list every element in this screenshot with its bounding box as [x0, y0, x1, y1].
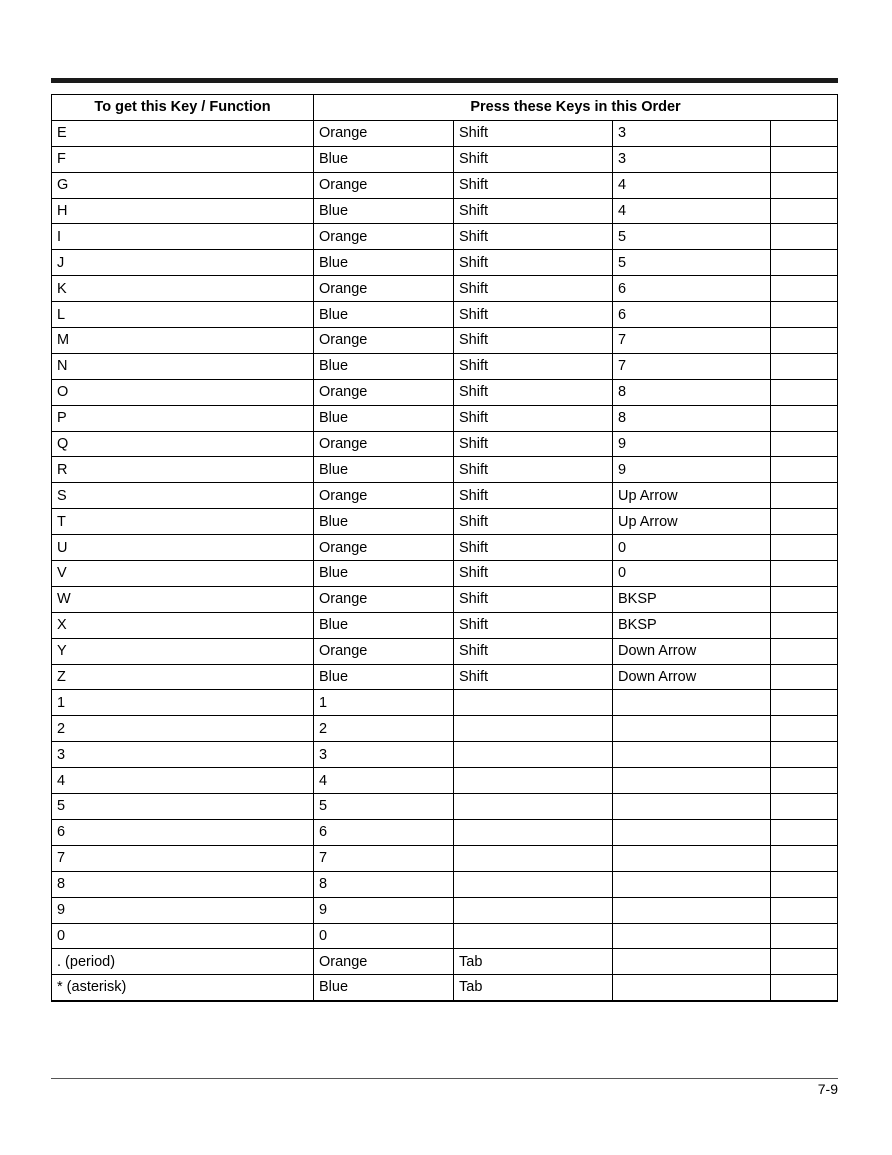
cell-key-4 — [771, 509, 838, 535]
cell-key-4 — [771, 457, 838, 483]
cell-key-4 — [771, 561, 838, 587]
cell-key-3: 6 — [613, 302, 771, 328]
cell-key-1: 5 — [314, 794, 454, 820]
cell-key-function: S — [52, 483, 314, 509]
table-row — [52, 949, 838, 975]
cell-key-2: Shift — [454, 120, 613, 146]
cell-key-4 — [771, 949, 838, 975]
cell-key-2: Shift — [454, 328, 613, 354]
cell-key-4 — [771, 664, 838, 690]
cell-key-function: 9 — [52, 897, 314, 923]
cell-key-function: Q — [52, 431, 314, 457]
table-row — [52, 819, 838, 845]
table-row — [52, 379, 838, 405]
cell-key-3: 7 — [613, 353, 771, 379]
cell-key-4 — [771, 586, 838, 612]
cell-key-function: 6 — [52, 819, 314, 845]
cell-key-4 — [771, 975, 838, 1001]
cell-key-2: Shift — [454, 302, 613, 328]
cell-key-1: Blue — [314, 302, 454, 328]
table-row — [52, 198, 838, 224]
cell-key-3: 8 — [613, 379, 771, 405]
cell-key-3 — [613, 819, 771, 845]
cell-key-3: 7 — [613, 328, 771, 354]
cell-key-2: Shift — [454, 379, 613, 405]
cell-key-function: Z — [52, 664, 314, 690]
cell-key-function: 7 — [52, 845, 314, 871]
cell-key-2: Shift — [454, 353, 613, 379]
table-row — [52, 690, 838, 716]
cell-key-2: Shift — [454, 638, 613, 664]
cell-key-1: 9 — [314, 897, 454, 923]
table-row — [52, 172, 838, 198]
cell-key-4 — [771, 690, 838, 716]
cell-key-1: Blue — [314, 612, 454, 638]
cell-key-2: Tab — [454, 975, 613, 1001]
cell-key-2: Shift — [454, 146, 613, 172]
cell-key-2: Shift — [454, 509, 613, 535]
table-row — [52, 535, 838, 561]
cell-key-1: Blue — [314, 509, 454, 535]
cell-key-3: Up Arrow — [613, 509, 771, 535]
cell-key-4 — [771, 897, 838, 923]
cell-key-1: 7 — [314, 845, 454, 871]
cell-key-1: Orange — [314, 379, 454, 405]
cell-key-1: 2 — [314, 716, 454, 742]
table-row — [52, 845, 838, 871]
cell-key-3: 0 — [613, 561, 771, 587]
cell-key-3: 3 — [613, 146, 771, 172]
cell-key-3: 0 — [613, 535, 771, 561]
cell-key-3: 4 — [613, 198, 771, 224]
cell-key-2 — [454, 794, 613, 820]
cell-key-1: Orange — [314, 224, 454, 250]
cell-key-function: 2 — [52, 716, 314, 742]
cell-key-3: 5 — [613, 250, 771, 276]
cell-key-2: Shift — [454, 483, 613, 509]
cell-key-4 — [771, 923, 838, 949]
table-row — [52, 431, 838, 457]
cell-key-1: Blue — [314, 561, 454, 587]
cell-key-3: 6 — [613, 276, 771, 302]
table-row — [52, 224, 838, 250]
cell-key-2: Tab — [454, 949, 613, 975]
top-rule — [51, 78, 838, 83]
cell-key-2: Shift — [454, 612, 613, 638]
table-header-row — [52, 95, 838, 121]
cell-key-1: Blue — [314, 405, 454, 431]
cell-key-2: Shift — [454, 664, 613, 690]
table-row — [52, 612, 838, 638]
cell-key-4 — [771, 172, 838, 198]
table-row — [52, 794, 838, 820]
cell-key-3 — [613, 845, 771, 871]
table-row — [52, 586, 838, 612]
table-row — [52, 483, 838, 509]
cell-key-3 — [613, 949, 771, 975]
table-row — [52, 250, 838, 276]
cell-key-2 — [454, 819, 613, 845]
cell-key-function: . (period) — [52, 949, 314, 975]
cell-key-3 — [613, 923, 771, 949]
cell-key-3 — [613, 768, 771, 794]
cell-key-4 — [771, 871, 838, 897]
cell-key-function: O — [52, 379, 314, 405]
cell-key-function: 0 — [52, 923, 314, 949]
cell-key-4 — [771, 198, 838, 224]
cell-key-1: Orange — [314, 949, 454, 975]
cell-key-1: Orange — [314, 120, 454, 146]
table-row — [52, 664, 838, 690]
cell-key-3: Down Arrow — [613, 664, 771, 690]
cell-key-function: 4 — [52, 768, 314, 794]
key-sequence-table — [51, 94, 838, 1002]
table-row — [52, 457, 838, 483]
cell-key-function: * (asterisk) — [52, 975, 314, 1001]
cell-key-1: Orange — [314, 328, 454, 354]
cell-key-3 — [613, 794, 771, 820]
cell-key-3 — [613, 690, 771, 716]
cell-key-3: BKSP — [613, 612, 771, 638]
cell-key-function: 3 — [52, 742, 314, 768]
cell-key-4 — [771, 483, 838, 509]
table-row — [52, 897, 838, 923]
cell-key-4 — [771, 794, 838, 820]
cell-key-3: 9 — [613, 431, 771, 457]
page-number: 7-9 — [817, 1081, 838, 1097]
cell-key-2 — [454, 742, 613, 768]
cell-key-1: Blue — [314, 198, 454, 224]
cell-key-function: L — [52, 302, 314, 328]
cell-key-1: 4 — [314, 768, 454, 794]
cell-key-4 — [771, 146, 838, 172]
cell-key-2 — [454, 923, 613, 949]
cell-key-4 — [771, 431, 838, 457]
cell-key-3: 3 — [613, 120, 771, 146]
cell-key-4 — [771, 638, 838, 664]
cell-key-4 — [771, 845, 838, 871]
cell-key-1: Blue — [314, 353, 454, 379]
cell-key-1: Orange — [314, 431, 454, 457]
cell-key-4 — [771, 276, 838, 302]
cell-key-1: 6 — [314, 819, 454, 845]
cell-key-4 — [771, 379, 838, 405]
cell-key-1: 8 — [314, 871, 454, 897]
cell-key-function: 8 — [52, 871, 314, 897]
cell-key-2: Shift — [454, 586, 613, 612]
cell-key-3 — [613, 871, 771, 897]
cell-key-4 — [771, 716, 838, 742]
cell-key-1: Orange — [314, 276, 454, 302]
cell-key-3 — [613, 975, 771, 1001]
cell-key-4 — [771, 328, 838, 354]
cell-key-2: Shift — [454, 457, 613, 483]
cell-key-1: Blue — [314, 457, 454, 483]
table-row — [52, 871, 838, 897]
cell-key-2: Shift — [454, 276, 613, 302]
cell-key-1: Orange — [314, 535, 454, 561]
cell-key-1: Blue — [314, 250, 454, 276]
cell-key-function: 1 — [52, 690, 314, 716]
cell-key-function: U — [52, 535, 314, 561]
cell-key-4 — [771, 742, 838, 768]
cell-key-2 — [454, 716, 613, 742]
cell-key-2: Shift — [454, 561, 613, 587]
header-press-keys: Press these Keys in this Order — [314, 95, 838, 121]
table-row — [52, 302, 838, 328]
table-row — [52, 638, 838, 664]
cell-key-4 — [771, 535, 838, 561]
cell-key-function: T — [52, 509, 314, 535]
table-row — [52, 509, 838, 535]
cell-key-3 — [613, 897, 771, 923]
cell-key-4 — [771, 768, 838, 794]
cell-key-3: 4 — [613, 172, 771, 198]
cell-key-function: V — [52, 561, 314, 587]
header-key-function: To get this Key / Function — [52, 95, 314, 121]
table-row — [52, 328, 838, 354]
table-row — [52, 742, 838, 768]
cell-key-function: K — [52, 276, 314, 302]
cell-key-function: G — [52, 172, 314, 198]
cell-key-function: R — [52, 457, 314, 483]
cell-key-function: Y — [52, 638, 314, 664]
cell-key-4 — [771, 302, 838, 328]
cell-key-4 — [771, 224, 838, 250]
cell-key-2 — [454, 871, 613, 897]
table-row — [52, 561, 838, 587]
cell-key-4 — [771, 250, 838, 276]
cell-key-2: Shift — [454, 535, 613, 561]
table-row — [52, 146, 838, 172]
table-row — [52, 716, 838, 742]
cell-key-3 — [613, 716, 771, 742]
cell-key-function: W — [52, 586, 314, 612]
cell-key-function: I — [52, 224, 314, 250]
cell-key-3: 5 — [613, 224, 771, 250]
cell-key-3: 8 — [613, 405, 771, 431]
cell-key-function: M — [52, 328, 314, 354]
bottom-rule — [51, 1078, 838, 1079]
cell-key-4 — [771, 405, 838, 431]
cell-key-2: Shift — [454, 250, 613, 276]
cell-key-2: Shift — [454, 405, 613, 431]
cell-key-1: Blue — [314, 146, 454, 172]
table-body — [52, 120, 838, 1000]
cell-key-function: F — [52, 146, 314, 172]
cell-key-2 — [454, 768, 613, 794]
table-row — [52, 923, 838, 949]
table-row — [52, 353, 838, 379]
cell-key-function: J — [52, 250, 314, 276]
cell-key-function: P — [52, 405, 314, 431]
cell-key-1: Orange — [314, 638, 454, 664]
cell-key-3: Down Arrow — [613, 638, 771, 664]
cell-key-1: 0 — [314, 923, 454, 949]
cell-key-function: E — [52, 120, 314, 146]
cell-key-function: X — [52, 612, 314, 638]
cell-key-2 — [454, 845, 613, 871]
cell-key-1: 1 — [314, 690, 454, 716]
cell-key-4 — [771, 120, 838, 146]
cell-key-function: H — [52, 198, 314, 224]
cell-key-2: Shift — [454, 224, 613, 250]
cell-key-1: Blue — [314, 975, 454, 1001]
cell-key-1: Orange — [314, 586, 454, 612]
cell-key-1: 3 — [314, 742, 454, 768]
cell-key-1: Blue — [314, 664, 454, 690]
cell-key-4 — [771, 819, 838, 845]
cell-key-4 — [771, 612, 838, 638]
cell-key-function: N — [52, 353, 314, 379]
cell-key-1: Orange — [314, 483, 454, 509]
table-row — [52, 768, 838, 794]
cell-key-1: Orange — [314, 172, 454, 198]
table-row — [52, 405, 838, 431]
cell-key-2: Shift — [454, 431, 613, 457]
cell-key-function: 5 — [52, 794, 314, 820]
cell-key-2: Shift — [454, 198, 613, 224]
cell-key-4 — [771, 353, 838, 379]
table-row — [52, 975, 838, 1001]
cell-key-3: Up Arrow — [613, 483, 771, 509]
cell-key-2: Shift — [454, 172, 613, 198]
cell-key-3: 9 — [613, 457, 771, 483]
cell-key-2 — [454, 690, 613, 716]
cell-key-2 — [454, 897, 613, 923]
cell-key-3 — [613, 742, 771, 768]
table-row — [52, 276, 838, 302]
cell-key-3: BKSP — [613, 586, 771, 612]
table-row — [52, 120, 838, 146]
